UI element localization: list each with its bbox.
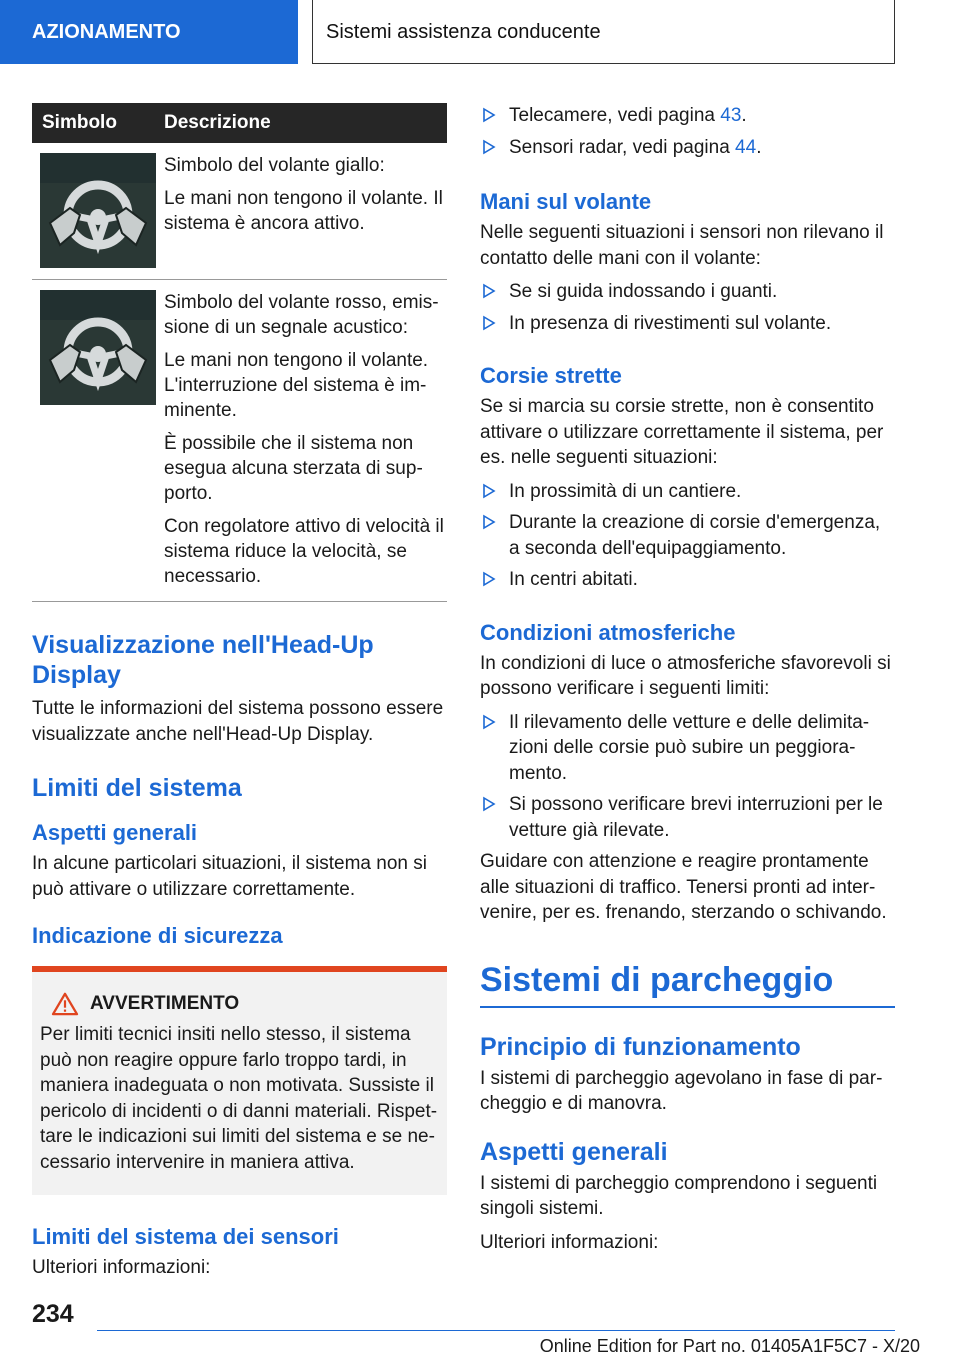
row2-line4: Con regolatore attivo di velocità il sistema riduce la velocità, se necessario. — [164, 516, 444, 587]
warning-box — [32, 966, 447, 1195]
list-item: In centri abitati. — [480, 567, 895, 593]
page-number: 234 — [32, 1300, 74, 1328]
row1-line2: Le mani non tengono il volante. Il sistema è ancora attivo. — [164, 188, 443, 234]
warning-label: AVVERTIMENTO — [90, 993, 240, 1014]
weather-after-text: Guidare con attenzione e reagire prontamente alle situazioni di traffico. Tenersi pronti ad intervenire, per es. frenando, sterzando o schivando. — [480, 851, 887, 923]
table-row — [32, 280, 447, 602]
chapter-title: Sistemi assistenza conducente — [312, 0, 895, 64]
left-column — [32, 103, 447, 1281]
row2-line2: Le mani non tengono il volante. L'interruzione del sistema è imminente. — [164, 350, 429, 421]
limits-general-title: Aspetti generali — [32, 820, 198, 845]
sensors-text: Ulteriori informazioni: — [32, 1257, 211, 1278]
triangle-bullet-icon — [482, 570, 496, 588]
table-row — [32, 143, 447, 280]
parking-general-text: I sistemi di parcheggio comprendono i seguenti singoli sistemi. — [480, 1172, 878, 1219]
limits-general-text: In alcune particolari situazioni, il sistema non si può attivare o utilizzare correttamente. — [32, 853, 427, 900]
list-item: Telecamere, vedi pagina 43. — [480, 103, 895, 129]
parking-more-text: Ulteriori informazioni: — [480, 1231, 659, 1253]
list-item: Si possono verificare brevi interruzioni per le vetture già rilevate. — [480, 792, 895, 843]
row2-line3: È possibile che il sistema non esegua alcuna sterzata di supporto. — [164, 433, 423, 504]
list-item: In presenza di rivestimenti sul volante. — [480, 311, 895, 337]
triangle-bullet-icon — [482, 713, 496, 731]
section-tab: AZIONAMENTO — [0, 0, 298, 64]
triangle-bullet-icon — [482, 482, 496, 500]
parking-general-title: Aspetti generali — [480, 1137, 668, 1166]
list-item: Durante la creazione di corsie d'emergenza, a seconda dell'equipaggiamento. — [480, 510, 895, 561]
list-item: Se si guida indossando i guanti. — [480, 279, 895, 305]
footer-edition: Online Edition for Part no. 01405A1F5C7 - X/20 — [539, 1336, 920, 1356]
table-header-symbol: Simbolo — [32, 103, 158, 143]
safety-title: Indicazione di sicurezza — [32, 923, 283, 948]
hud-text: Tutte le informazioni del sistema possono essere visualizzate anche nell'Head-Up Display. — [32, 698, 444, 745]
list-item: Il rilevamento delle vetture e delle delimitazioni delle corsie può subire un peggioramento. — [480, 710, 895, 787]
narrow-text: Se si marcia su corsie strette, non è consentito attivare o utilizzare correttamente il sistema, per es. nelle seguenti situazioni: — [480, 396, 884, 468]
weather-title: Condizioni atmosferiche — [480, 619, 736, 645]
triangle-bullet-icon — [482, 513, 496, 531]
right-column — [480, 103, 895, 1255]
triangle-bullet-icon — [482, 138, 496, 156]
row1-line1: Simbolo del volante giallo: — [164, 155, 385, 176]
triangle-bullet-icon — [482, 795, 496, 813]
hands-title: Mani sul volante — [480, 189, 652, 214]
hands-list — [480, 279, 895, 336]
triangle-bullet-icon — [482, 106, 496, 124]
sensor-refs-list — [480, 103, 895, 160]
triangle-bullet-icon — [482, 314, 496, 332]
symbol-table — [32, 103, 447, 602]
sensors-title: Limiti del sistema dei sensori — [32, 1224, 339, 1249]
warning-triangle-icon — [50, 992, 80, 1016]
principle-title: Principio di funzionamento — [480, 1032, 801, 1061]
steering-wheel-hands-red-icon — [40, 290, 156, 405]
weather-list — [480, 710, 895, 844]
narrow-title: Corsie strette — [480, 363, 622, 388]
page-link-44[interactable]: 44 — [735, 136, 757, 158]
list-item: In prossimità di un cantiere. — [480, 479, 895, 505]
hands-text: Nelle seguenti situazioni i sensori non rilevano il contatto delle mani con il volante: — [480, 222, 884, 269]
limits-title: Limiti del sistema — [32, 774, 242, 802]
footer-divider — [97, 1330, 895, 1331]
row2-line1: Simbolo del volante rosso, emissione di un segnale acustico: — [164, 292, 439, 338]
steering-wheel-hands-yellow-icon — [40, 153, 156, 268]
principle-text: I sistemi di parcheggio agevolano in fase di parcheggio e di manovra. — [480, 1067, 883, 1114]
table-header-description: Descrizione — [158, 103, 447, 143]
triangle-bullet-icon — [482, 282, 496, 300]
weather-text: In condizioni di luce o atmosferiche sfavorevoli si possono verificare i seguenti limiti: — [480, 652, 891, 699]
warning-text: Per limiti tecnici insiti nello stesso, il sistema può non reagire oppure farlo troppo tardi, in maniera inadeguata o non motivata. Sussiste il pericolo di incidenti o di danni materiali. Rispettare le indicazioni sui limiti del sistema e se necessario intervenire in maniera attiva. — [40, 1024, 438, 1173]
parking-title: Sistemi di parcheggio — [480, 960, 834, 999]
hud-title: Visualizzazione nell'Head-Up Display — [32, 631, 374, 689]
list-item: Sensori radar, vedi pagina 44. — [480, 135, 895, 161]
narrow-list — [480, 479, 895, 593]
page-link-43[interactable]: 43 — [720, 105, 742, 126]
